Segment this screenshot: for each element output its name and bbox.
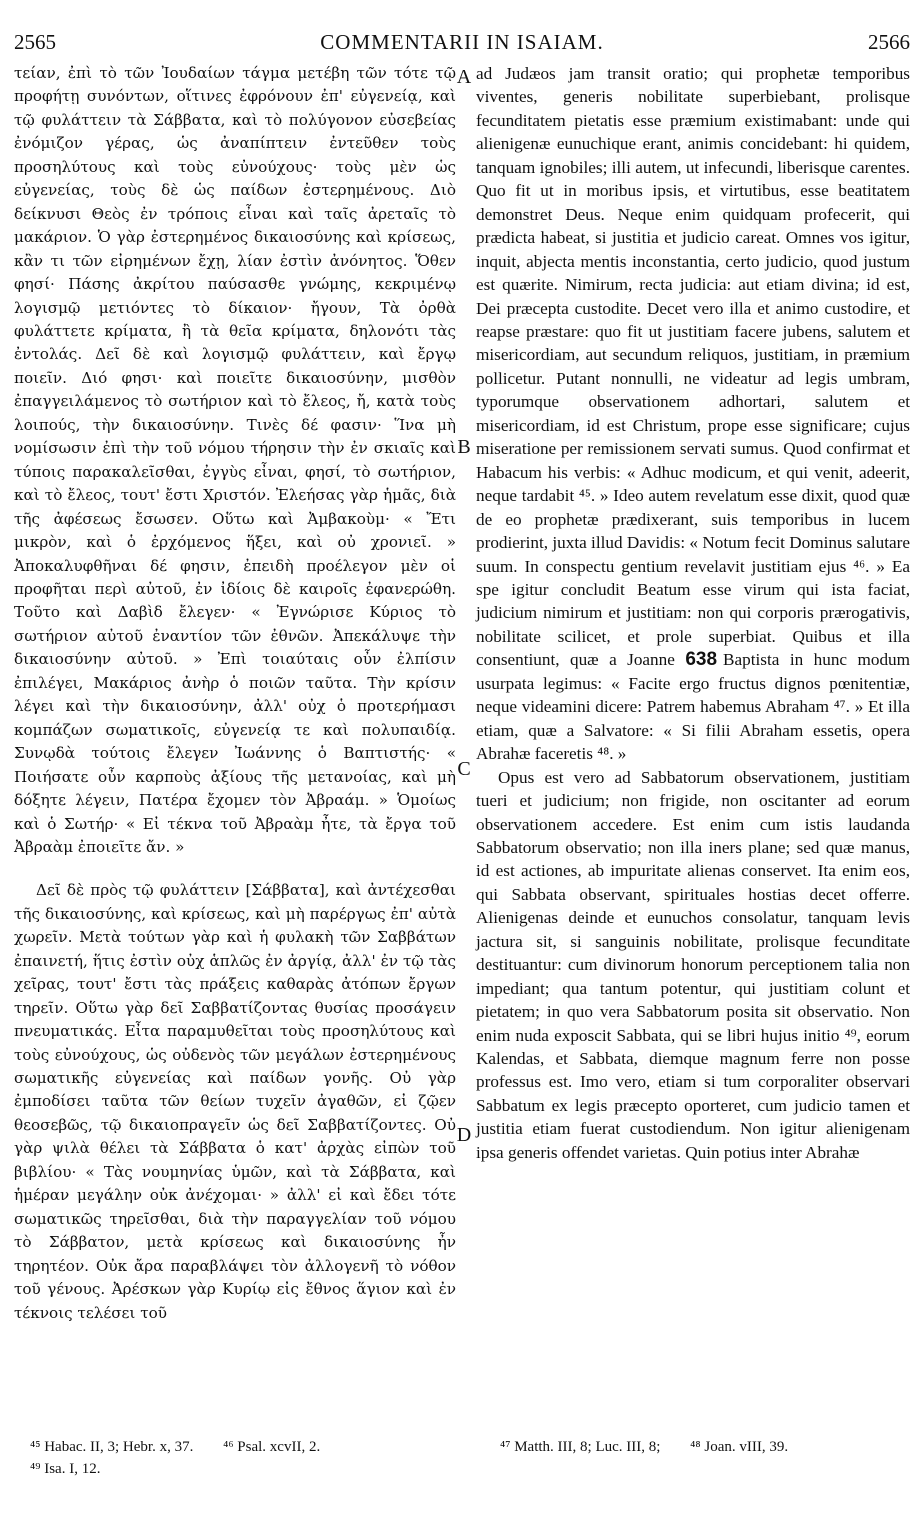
footnote: ⁴⁷ Matth. III, 8; Luc. III, 8;	[500, 1439, 661, 1455]
latin-paragraph-2: Opus est vero ad Sabbatorum observationem, justitiam tueri et judicium; non frigide, non oscitanter ad eorum observationem accedere. Est enim cum istis laudanda Sabbatorum observatio; non illa iners plane; sed quæ manus, id est actiones, ab impuritate alienas conservet. Ita enim eos, qui Sabbata observant, spirituales hostias decet offerre. Alienigenas deinde et eunuchos consolatur, tanquam levis jactura sit, si sanguinis nobilitate, prolisque fecunditate destituantur: cum divinorum honorum perceptionem talia non impediant; qua tantum potentur, qui justitiam colunt et pietatem; in quo vera Sabbatorum posita sit observatio. Non enim nuda exposcit Sabbata, qui se libri hujus initio ⁴⁹, eorum Kalendas, et Sabbata, diemque magnum ferre non posse professus est. Imo vero, etiam si tum corporaliter observari Sabbatum ex legis præcepto oporteret, cum judicio tamen et justitia etiam fuerat custodiendum. Non igitur alienigenam ipsa generis offendet varietas. Quin potius inter Abrahæ	[476, 767, 910, 1162]
page-number-right: 2566	[868, 30, 910, 54]
margin-marker-d: D	[456, 1124, 472, 1146]
footnotes-right	[500, 1436, 910, 1458]
greek-paragraph-1: τείαν, ἐπὶ τὸ τῶν Ἰουδαίων τάγμα μετέβη τῶν τότε τῷ προφήτῃ συνόντων, οἵτινες ἐφρόνουν ἐπ' εὐγενείᾳ, καὶ τῷ φυλάττειν τὰ Σάββατα, καὶ τὸ πολύγονον εὐσεβείας ἐνόμιζον γέρας, ὡς ἀναπίπτειν ἐντεῦθεν τοὺς προσηλύτους καὶ τοὺς εὐνούχους· τοὺς μὲν ὡς εὐγενείας, τοὺς δὲ ὡς παίδων ἐστερημένους. Διὸ δείκνυσι Θεὸς ἐν τρόποις εἶναι καὶ ταῖς ἀρεταῖς τὸ μακάριον. Ὁ γὰρ ἐστερημένος δικαιοσύνης καὶ κρίσεως, κἂν τι τῶν εἰρημένων ἔχῃ, λίαν ἐστὶν ἀνόνητος. Ὅθεν φησί· Πάσης ἀκρίτου παύσασθε γνώμης, κεκριμένῳ λογισμῷ μετιόντες τὸ δίκαιον· ἤγουν, Τὰ ὀρθὰ φυλάττετε κρίματα, ἢ τὰ θεῖα κρίματα, δηλονότι τὰς ἐντολάς. Δεῖ δὲ καὶ λογισμῷ φυλάττειν, καὶ ἔργῳ ποιεῖν. Διό φησι· καὶ ποιεῖτε δικαιοσύνην, μισθὸν ἐπαγγειλάμενος τὸ σωτήριον καὶ τὸ ἔλεος, ἤ, κατὰ τοὺς λοιπούς, τὴν δικαιοσύνην. Τινὲς δέ φασιν· Ἵνα μὴ νομίσωσιν ἐπὶ τὴν τοῦ νόμου τήρησιν τὴν ἐν σκιαῖς καὶ τύποις παρακαλεῖσθαι, ἐγγὺς εἶναι, φησί, τὸ σωτήριον, καὶ τὸ ἔλεος, τουτ' ἔστι Χριστόν. Ἐλεήσας γὰρ ἡμᾶς, διὰ τῆς ἀφέσεως ἔσωσεν. Οὕτω καὶ Ἀμβακοὺμ· « Ἔτι μικρὸν, καὶ ὁ ἐρχόμενος ἥξει, καὶ οὐ χρονιεῖ. » Ἀποκαλυφθῆναι δέ φησιν, ἐπειδὴ προέλεγον μὲν οἱ προφῆται περὶ αὐτοῦ, ἐν ἰδίοις δὲ καιροῖς ἐφανερώθη. Τοῦτο καὶ Δαβὶδ ἔλεγεν· « Ἐγνώρισε Κύριος τὸ σωτήριον αὐτοῦ ἐναντίον τῶν ἐθνῶν. Ἀπεκάλυψε τὴν δικαιοσύνην αὐτοῦ. » Ἐπὶ τοιαύταις οὖν ἐλπίσιν ἐπιλέγει, Μακάριος ἀνὴρ ὁ ποιῶν ταῦτα. Τὴν κρίσιν λέγει καὶ τὴν δικαιοσύνην, ἀλλ' οὐχ ὁ προτερήμασι κομπάζων σωματικοῖς, εὐγενείᾳ τε καὶ πολυπαιδίᾳ. Συνῳδὰ τούτοις ἔλεγεν Ἰωάννης ὁ Βαπτιστής· « Ποιήσατε οὖν καρποὺς ἀξίους τῆς μετανοίας, καὶ μὴ δόξητε λέγειν, Πατέρα ἔχομεν τὸν Ἀβραάμ. » Ὁμοίως καὶ ὁ Σωτήρ· « Εἰ τέκνα τοῦ Ἀβραὰμ ἦτε, τὰ ἔργα τοῦ Ἀβραὰμ ἐποιεῖτε ἄν. »	[14, 64, 456, 856]
greek-column	[14, 62, 456, 1325]
footnote: ⁴⁸ Joan. vIII, 39.	[690, 1439, 789, 1455]
latin-column	[476, 62, 910, 1164]
footnote: ⁴⁹ Isa. I, 12.	[30, 1461, 101, 1477]
footnote: ⁴⁵ Habac. II, 3; Hebr. x, 37.	[30, 1439, 194, 1455]
column-number: 638	[685, 649, 718, 671]
greek-paragraph-2: Δεῖ δὲ πρὸς τῷ φυλάττειν [Σάββατα], καὶ ἀντέχεσθαι τῆς δικαιοσύνης, καὶ κρίσεως, καὶ μὴ παρέργως ἐπ' αὐτὰ χωρεῖν. Μετὰ τούτων γὰρ καὶ ἡ φυλακὴ τῶν Σαββάτων ἐπαινετή, ἥτις ἐστὶν οὐχ ἁπλῶς ἐν ἀργίᾳ, ἀλλ' ἐν τῷ τὰς χεῖρας, τουτ' ἔστι τὰς πράξεις καθαρὰς ἀτόπων ἔργων τηρεῖν. Οὕτω γὰρ δεῖ Σαββατίζοντας θυσίας προσάγειν πνευματικάς. Εἶτα παραμυθεῖται τοὺς προσηλύτους καὶ τοὺς εὐνούχους, ὡς οὐδενὸς τῶν μεγάλων ἐστερημένους σωματικῆς εὐγενείας καὶ παίδων γονῆς. Οὐ γὰρ ἐμποδίσει ταῦτα τῶν θείων τυχεῖν ἀγαθῶν, εἰ ζῷεν θεοσεβῶς, τῷ δικαιοπραγεῖν ὡς δεῖ Σαββατίζοντες. Οὐ γὰρ ψιλὰ θέλει τὰ Σάββατα ὁ κατ' ἀρχὰς εἰπὼν τοῦ βιβλίου· « Τὰς νουμηνίας ὑμῶν, καὶ τὰ Σάββατα, καὶ ἡμέραν μεγάλην οὐκ ἀνέχομαι· » ἀλλ' εἰ καὶ ἔδει τότε σωματικῶς τηρεῖσθαι, διὰ τὴν παραγγελίαν τοῦ νόμου τὸ Σάββατον, μετὰ κρίσεως καὶ δικαιοσύνης ἦν τηρητέον. Οὐκ ἄρα παραβλάψει τὸν ἀλλογενῆ τὸ νόθον τοῦ γένους. Ἀρέσκων γὰρ Κυρίῳ εἰς ἔθνος ἅγιον καὶ ἐν τέκνοις τελέσει τοῦ	[14, 881, 456, 1322]
footnotes-left	[30, 1436, 460, 1480]
margin-marker-a: A	[456, 66, 472, 88]
page-number-left: 2565	[14, 30, 56, 54]
latin-paragraph-1-text: ad Judæos jam transit oratio; qui prophetæ temporibus viventes, generis nobilitate superbiebant, prolisque fecunditatem pietatis esse præmium existimabant: unde qui alienigenæ eunuchique erant, animis concidebant: hi quidem, tanquam ignobiles; illi autem, ut infecundi, liberisque carentes. Quo fit ut in moribus ipsis, et virtutibus, esse beatitatem demonstret Deus. Neque enim quidquam profecerit, qui prædicta habeat, si justitia et judicio careat. Omnes vos igitur, inquit, abjecta mentis inconstantia, certo judicio, quod justum est quærite. Nimirum, recta judicia: aut etiam divina; id est, Dei præcepta custodite. Decet vero illa et animo custodire, et reapse præstare: quo fit ut justitiam facere jubens, salutem et misericordiam, aut secundum reliquos, justitiam, in præmium pollicetur. Putant nonnulli, ne videatur ad legis umbram, typorumque observationem adhortari, salutem et misericordiam, id est Christum, prope esse significare; cujus miseratione per remissionem servati sumus. Quod confirmat et Habacum his verbis: « Adhuc modicum, et qui venit, adeerit, neque tardabit ⁴⁵. » Ideo autem revelatum esse dixit, quod quæ de eo prophetæ prædixerant, suis temporibus in lucem prodierint, juxta illud Davidis: « Notum fecit Dominus salutare suum. In conspectu gentium revelavit justitiam ejus ⁴⁶. » Ea spe igitur concludit Beatum esse virum qui ista faciat, judicium nimirum et justitiam: non qui corporis prærogativis, nobilitate scilicet, et prole superbiat. Quibus et illa consentiunt, quæ a Joanne	[476, 64, 910, 670]
page-header	[14, 30, 910, 60]
running-title: COMMENTARII IN ISAIAM.	[320, 30, 604, 54]
margin-marker-c: C	[457, 758, 471, 780]
footnote: ⁴⁶ Psal. xcvII, 2.	[223, 1439, 321, 1455]
latin-paragraph-1	[476, 62, 910, 766]
margin-marker-b: B	[457, 436, 471, 458]
latin-paragraph-1-cont: Baptista in hunc modum usurpata legimus: « Facite ergo fructus dignos pœnitentiæ, neque videamini dicere: Patrem habemus Abraham ⁴⁷. » Et illa etiam, quæ a Salvatore: « Si filii Abraham essetis, opera Abrahæ faceretis ⁴⁸. »	[476, 650, 911, 764]
